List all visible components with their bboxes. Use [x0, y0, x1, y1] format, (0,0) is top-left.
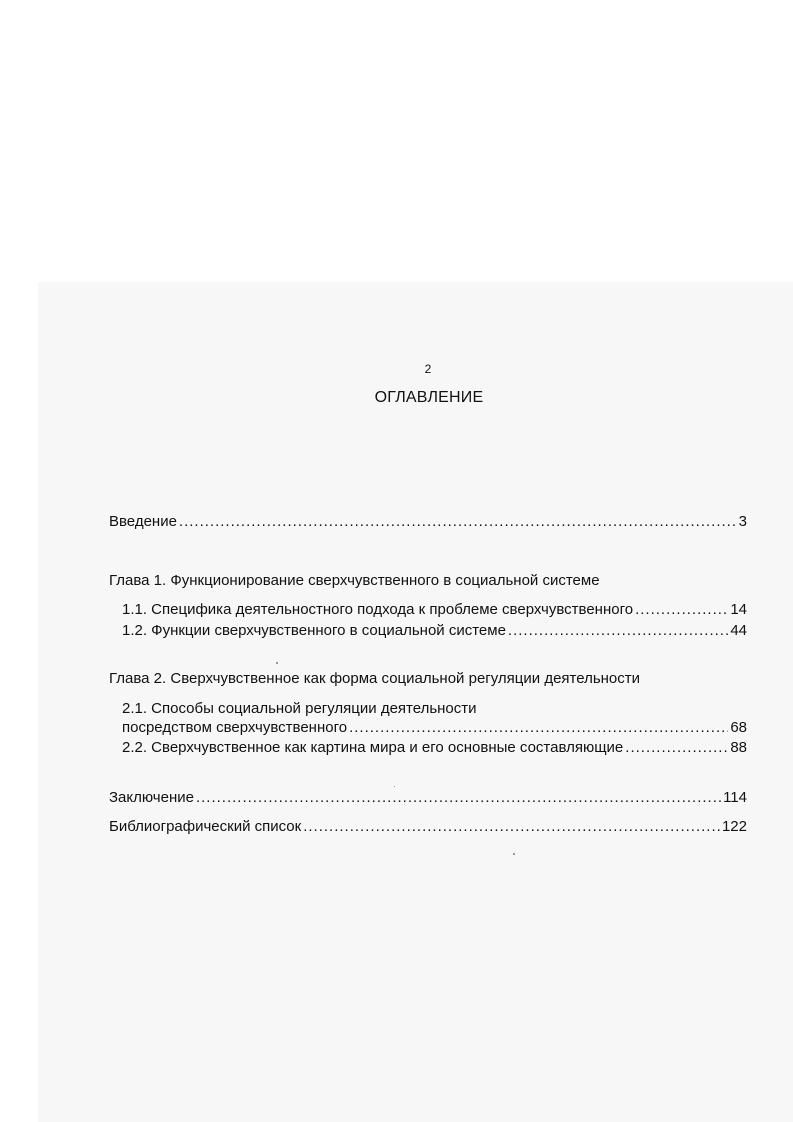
- toc-entry-page: 68: [730, 719, 747, 736]
- page-title: ОГЛАВЛЕНИЕ: [374, 389, 484, 406]
- toc-entry-page: 14: [730, 601, 747, 618]
- dot-leader: [625, 739, 728, 756]
- toc-entry-intro[interactable]: [109, 513, 747, 530]
- dot-leader: [179, 513, 737, 530]
- dot-leader: [635, 601, 728, 618]
- toc-entry-page: 44: [730, 622, 747, 639]
- toc-entry-label: Заключение: [109, 789, 194, 806]
- toc-chapter-1-heading[interactable]: Глава 1. Функционирование сверхчувственного в социальной системе: [109, 572, 600, 589]
- toc-entry-bibliography[interactable]: [109, 818, 747, 835]
- scan-speck: [513, 853, 515, 855]
- toc-entry-1-1[interactable]: [122, 601, 747, 618]
- page-number: 2: [424, 362, 432, 376]
- toc-entry-2-1[interactable]: [122, 719, 747, 736]
- toc-entry-page: 88: [730, 739, 747, 756]
- dot-leader: [196, 789, 721, 806]
- toc-entry-label: Введение: [109, 513, 177, 530]
- dot-leader: [303, 818, 720, 835]
- toc-entry-2-1-line1[interactable]: 2.1. Способы социальной регуляции деятельности: [122, 700, 477, 717]
- toc-entry-label: 1.1. Специфика деятельностного подхода к проблеме сверхчувственного: [122, 601, 634, 618]
- toc-entry-label: 1.2. Функции сверхчувственного в социальной системе: [122, 622, 506, 639]
- toc-entry-page: 3: [738, 513, 747, 530]
- toc-entry-label: посредством сверхчувственного: [122, 719, 348, 736]
- scan-speck: [394, 786, 395, 787]
- toc-entry-label: 2.2. Сверхчувственное как картина мира и его основные составляющие: [122, 739, 624, 756]
- dot-leader: [508, 622, 728, 639]
- toc-entry-label: Библиографический список: [109, 818, 302, 835]
- toc-entry-1-2[interactable]: [122, 622, 747, 639]
- toc-entry-page: 114: [723, 789, 747, 806]
- toc-entry-2-2[interactable]: [122, 739, 747, 756]
- scan-speck: [276, 662, 278, 664]
- toc-entry-page: 122: [721, 818, 747, 835]
- toc-entry-conclusion[interactable]: [109, 789, 747, 806]
- toc-chapter-2-heading[interactable]: Глава 2. Сверхчувственное как форма социальной регуляции деятельности: [109, 670, 641, 687]
- dot-leader: [349, 719, 728, 736]
